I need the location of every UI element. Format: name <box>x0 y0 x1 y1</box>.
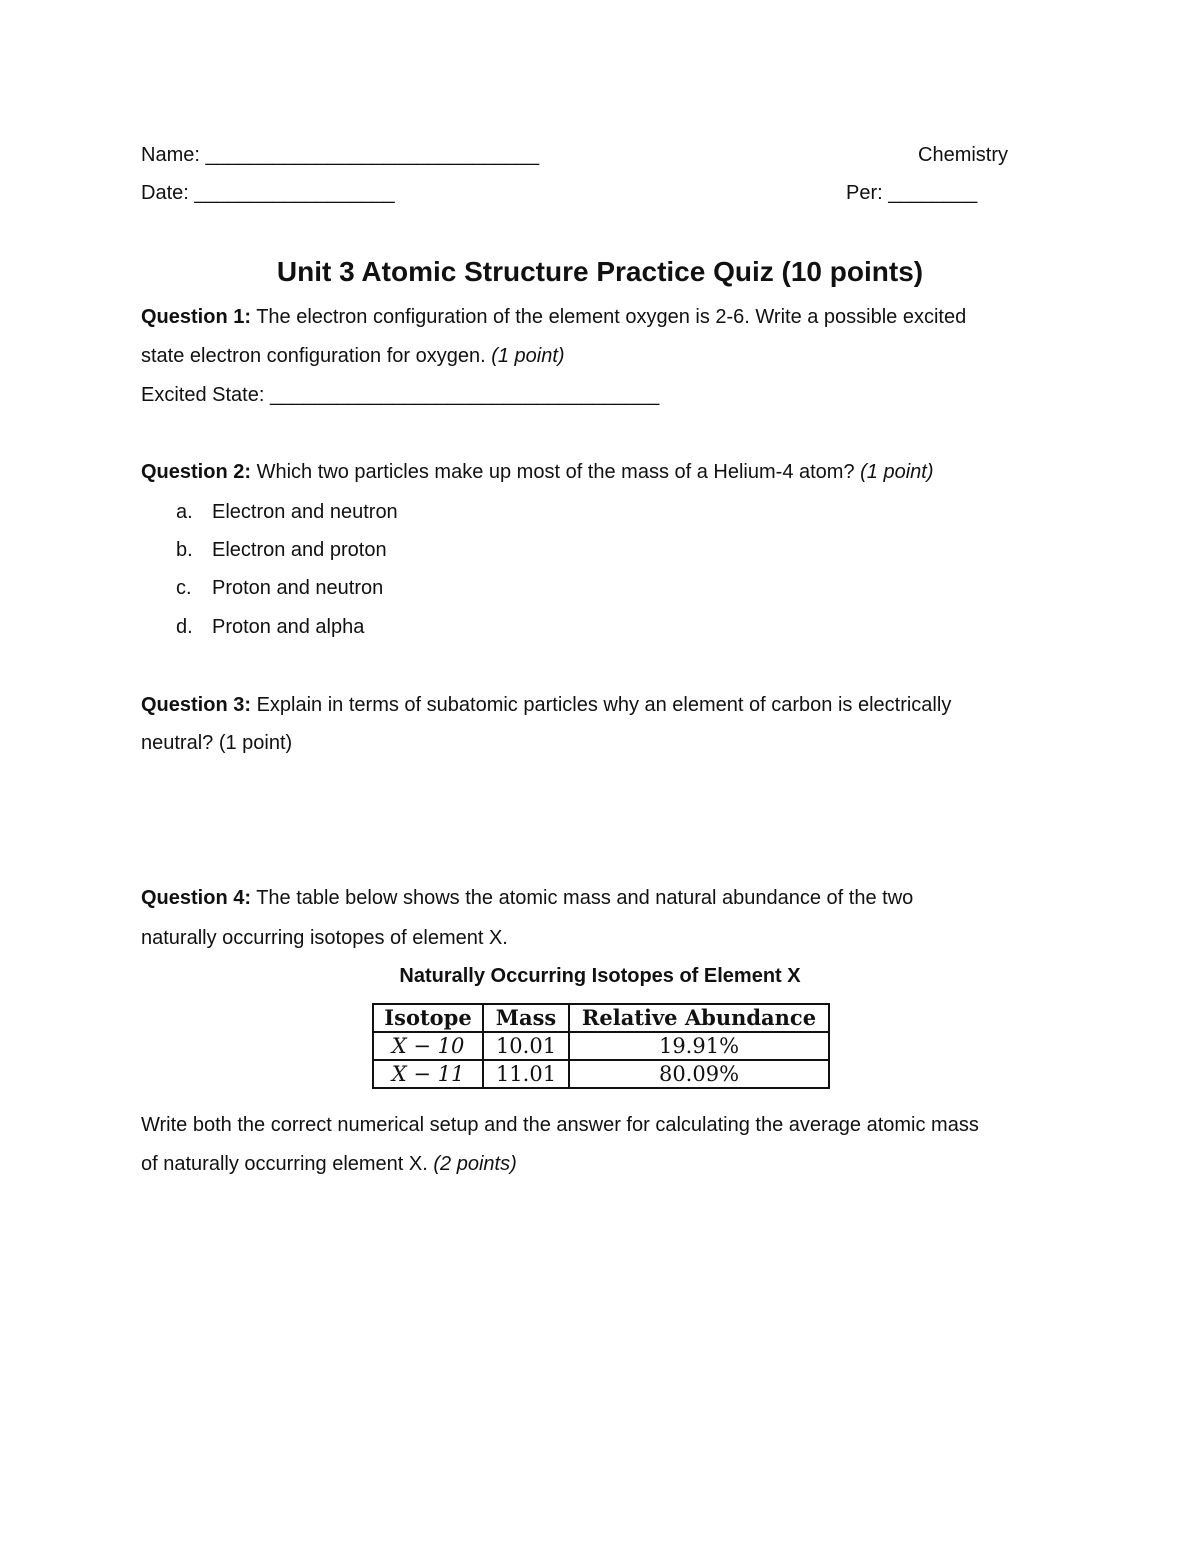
question-4-points: (2 points) <box>433 1153 517 1175</box>
isotope-cell: X − 11 <box>373 1060 483 1088</box>
mass-cell: 11.01 <box>483 1060 569 1088</box>
question-1-label: Question 1: <box>141 306 252 328</box>
table-header-row <box>373 1004 829 1032</box>
question-4-text: The table below shows the atomic mass and natural abundance of the two <box>251 887 914 909</box>
question-2-text: Which two particles make up most of the mass of a Helium-4 atom? <box>251 461 861 483</box>
question-3-text: Explain in terms of subatomic particles why an element of carbon is electrically <box>251 694 952 716</box>
isotope-cell: X − 10 <box>373 1032 483 1060</box>
abundance-cell: 80.09% <box>569 1060 829 1088</box>
abundance-cell: 19.91% <box>569 1032 829 1060</box>
option-c-text: Proton and neutron <box>212 577 384 599</box>
question-4-line2: naturally occurring isotopes of element X. <box>141 927 508 949</box>
question-1-text-cont: state electron configuration for oxygen. <box>141 345 492 367</box>
option-b-letter: b. <box>176 539 193 561</box>
table-caption: Naturally Occurring Isotopes of Element X <box>399 965 801 987</box>
mass-cell: 10.01 <box>483 1032 569 1060</box>
question-4-followup-line2 <box>141 1154 517 1174</box>
question-2-points: (1 point) <box>860 461 934 483</box>
header-relative-abundance: Relative Abundance <box>569 1004 829 1032</box>
subject-label: Chemistry <box>918 144 1009 166</box>
date-field[interactable]: Date: __________________ <box>141 182 395 204</box>
question-3-label: Question 3: <box>141 694 252 716</box>
question-3-line2: neutral? (1 point) <box>141 732 293 754</box>
period-field[interactable]: Per: ________ <box>846 182 978 204</box>
option-a-text: Electron and neutron <box>212 501 398 523</box>
question-1-line2 <box>141 346 565 366</box>
question-1-text: The electron configuration of the element oxygen is 2-6. Write a possible excited <box>251 306 967 328</box>
header-mass: Mass <box>483 1004 569 1032</box>
name-field[interactable]: Name: ______________________________ <box>141 144 540 166</box>
page-title: Unit 3 Atomic Structure Practice Quiz (10 points) <box>276 256 924 287</box>
question-4-followup: Write both the correct numerical setup and the answer for calculating the average atomic mass <box>141 1114 979 1136</box>
table-row <box>373 1032 829 1060</box>
question-4-followup-text: of naturally occurring element X. <box>141 1153 434 1175</box>
question-1-points: (1 point) <box>491 345 565 367</box>
option-d-text: Proton and alpha <box>212 616 365 638</box>
option-c[interactable] <box>176 577 384 599</box>
question-3 <box>141 695 951 715</box>
option-d-letter: d. <box>176 616 193 638</box>
question-2-label: Question 2: <box>141 461 252 483</box>
option-a-letter: a. <box>176 501 193 523</box>
question-4-label: Question 4: <box>141 887 252 909</box>
option-b-text: Electron and proton <box>212 539 387 561</box>
excited-state-field[interactable]: Excited State: ___________________________________ <box>141 384 660 406</box>
option-d[interactable] <box>176 616 365 638</box>
header-isotope: Isotope <box>373 1004 483 1032</box>
isotope-table <box>372 1003 830 1089</box>
question-2 <box>141 462 934 482</box>
question-4 <box>141 888 913 908</box>
table-row <box>373 1060 829 1088</box>
option-c-letter: c. <box>176 577 192 599</box>
question-1 <box>141 307 966 327</box>
option-b[interactable] <box>176 539 387 561</box>
option-a[interactable] <box>176 501 398 523</box>
